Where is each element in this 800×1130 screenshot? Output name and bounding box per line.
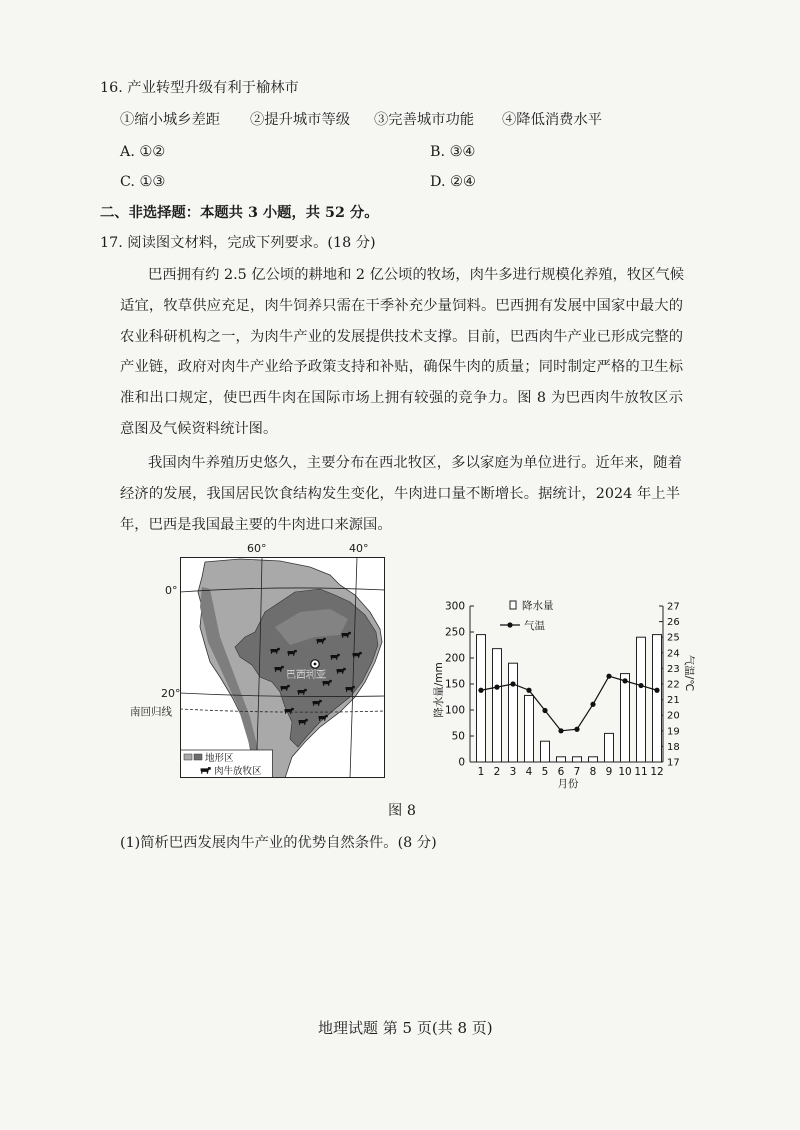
precipitation-bar — [557, 757, 566, 762]
q16-stem: 16. 产业转型升级有利于榆林市 — [100, 80, 299, 96]
month-tick-label: 4 — [525, 766, 533, 778]
q16-option-b: B. ③④ — [430, 144, 476, 160]
temperature-point — [526, 688, 531, 693]
q16-item-1: ①缩小城乡差距 — [120, 112, 221, 128]
month-tick-label: 3 — [509, 766, 517, 778]
capital-marker-dot — [314, 663, 317, 666]
right-tick-label: 18 — [667, 741, 680, 753]
y-axis-title: 降水量/mm — [433, 662, 445, 718]
month-tick-label: 11 — [634, 766, 648, 778]
q16-item-4: ④降低消费水平 — [502, 112, 603, 128]
x-axis-title: 月份 — [557, 778, 579, 790]
temperature-point — [558, 728, 563, 733]
q17-para1-line-3: 农业科研机构之一，为肉牛产业的发展提供技术支撑。目前，巴西肉牛产业已形成完整的 — [120, 329, 683, 345]
q16-option-c: C. ①③ — [120, 174, 166, 190]
month-tick-label: 12 — [650, 766, 664, 778]
month-tick-label: 7 — [573, 766, 581, 778]
temperature-point — [478, 688, 483, 693]
q17-stem: 17. 阅读图文材料，完成下列要求。(18 分) — [100, 235, 376, 251]
month-tick-label: 2 — [493, 766, 501, 778]
precipitation-bar — [621, 674, 630, 762]
temperature-point — [590, 702, 595, 707]
brazil-pasture-map — [180, 557, 385, 778]
precipitation-bar — [509, 663, 518, 762]
legend-terrain-label: 地形区 — [205, 753, 234, 764]
right-tick-label: 23 — [667, 663, 680, 675]
precipitation-bar — [477, 635, 486, 762]
map-lat-label-0: 0° — [165, 584, 178, 597]
left-tick-label: 250 — [444, 626, 465, 639]
precipitation-bar — [605, 733, 614, 762]
q17-subquestion-1: (1)简析巴西发展肉牛产业的优势自然条件。(8 分) — [120, 835, 437, 851]
right-tick-label: 24 — [667, 648, 680, 660]
q17-para1-line-6: 意图及气候资料统计图。 — [120, 421, 278, 437]
month-tick-label: 10 — [618, 766, 632, 778]
month-tick-label: 5 — [541, 766, 549, 778]
q16-item-2: ②提升城市等级 — [250, 112, 351, 128]
map-lon-label-60: 60° — [247, 542, 267, 555]
precipitation-bar — [573, 757, 582, 762]
q17-para2-line-1: 我国肉牛养殖历史悠久，主要分布在西北牧区，多以家庭为单位进行。近年来，随着 — [148, 455, 682, 471]
left-tick-label: 50 — [451, 730, 465, 743]
left-tick-label: 300 — [444, 600, 465, 613]
map-lat-label-20: 20° — [161, 687, 181, 700]
right-tick-label: 26 — [667, 617, 680, 629]
right-tick-label: 21 — [667, 695, 680, 707]
legend-temperature-dot — [507, 622, 512, 627]
map-lon-label-40: 40° — [349, 542, 369, 555]
temperature-point — [654, 688, 659, 693]
right-tick-label: 17 — [667, 757, 680, 769]
right-tick-label: 25 — [667, 632, 680, 644]
climate-chart — [430, 595, 700, 795]
capital-label: 巴西利亚 — [286, 670, 326, 681]
precipitation-bar — [653, 635, 662, 762]
q17-para1-line-4: 产业链，政府对肉牛产业给予政策支持和补贴，确保牛肉的质量；同时制定严格的卫生标 — [120, 359, 683, 375]
q17-para1-line-5: 准和出口规定，使巴西牛肉在国际市场上拥有较强的竞争力。图 8 为巴西肉牛放牧区示 — [120, 390, 683, 406]
left-tick-label: 150 — [444, 678, 465, 691]
temperature-point — [622, 678, 627, 683]
legend-plateau-swatch — [194, 754, 202, 760]
map-tropic-label: 南回归线 — [130, 706, 172, 718]
temperature-line — [481, 676, 657, 731]
month-tick-label: 1 — [477, 766, 485, 778]
month-tick-label: 6 — [557, 766, 565, 778]
left-tick-label: 100 — [444, 704, 465, 717]
temperature-point — [542, 708, 547, 713]
temperature-point — [494, 685, 499, 690]
precipitation-bar — [589, 757, 598, 762]
q17-para2-line-2: 经济的发展，我国居民饮食结构发生变化，牛肉进口量不断增长。据统计，2024 年上半 — [120, 486, 680, 502]
temperature-point — [574, 727, 579, 732]
right-tick-label: 20 — [667, 710, 680, 722]
month-tick-label: 9 — [605, 766, 613, 778]
precipitation-bar — [525, 695, 534, 762]
temperature-point — [638, 683, 643, 688]
precipitation-bar — [493, 649, 502, 762]
right-tick-label: 22 — [667, 679, 680, 691]
left-tick-label: 0 — [458, 756, 465, 769]
q17-para1-line-2: 适宜，牧草供应充足，肉牛饲养只需在干季补充少量饲料。巴西拥有发展中国家中最大的 — [120, 298, 683, 314]
legend-precipitation-swatch — [510, 601, 516, 609]
figure-caption: 图 8 — [388, 803, 416, 819]
temperature-point — [510, 681, 515, 686]
q17-para2-line-3: 年，巴西是我国最主要的牛肉进口来源国。 — [120, 517, 392, 533]
page-footer: 地理试题 第 5 页(共 8 页) — [318, 1019, 493, 1037]
y2-axis-title: 气温/℃ — [683, 654, 695, 692]
q17-para1-line-1: 巴西拥有约 2.5 亿公顷的耕地和 2 亿公顷的牧场，肉牛多进行规模化养殖，牧区气候 — [148, 267, 685, 283]
q16-option-d: D. ②④ — [430, 174, 476, 190]
legend-plain-swatch — [184, 754, 192, 760]
precipitation-bar — [541, 741, 550, 762]
month-tick-label: 8 — [589, 766, 597, 778]
left-tick-label: 200 — [444, 652, 465, 665]
q16-item-3: ③完善城市功能 — [374, 112, 475, 128]
q16-option-a: A. ①② — [120, 144, 166, 160]
section-heading: 二、非选择题：本题共 3 小题，共 52 分。 — [100, 205, 379, 221]
legend-precipitation-label: 降水量 — [522, 600, 554, 612]
right-tick-label: 19 — [667, 726, 680, 738]
legend-temperature-label: 气温 — [524, 620, 545, 632]
temperature-point — [606, 674, 611, 679]
precipitation-bar — [637, 637, 646, 762]
right-tick-label: 27 — [667, 601, 680, 613]
legend-pasture-label: 肉牛放牧区 — [214, 766, 262, 777]
